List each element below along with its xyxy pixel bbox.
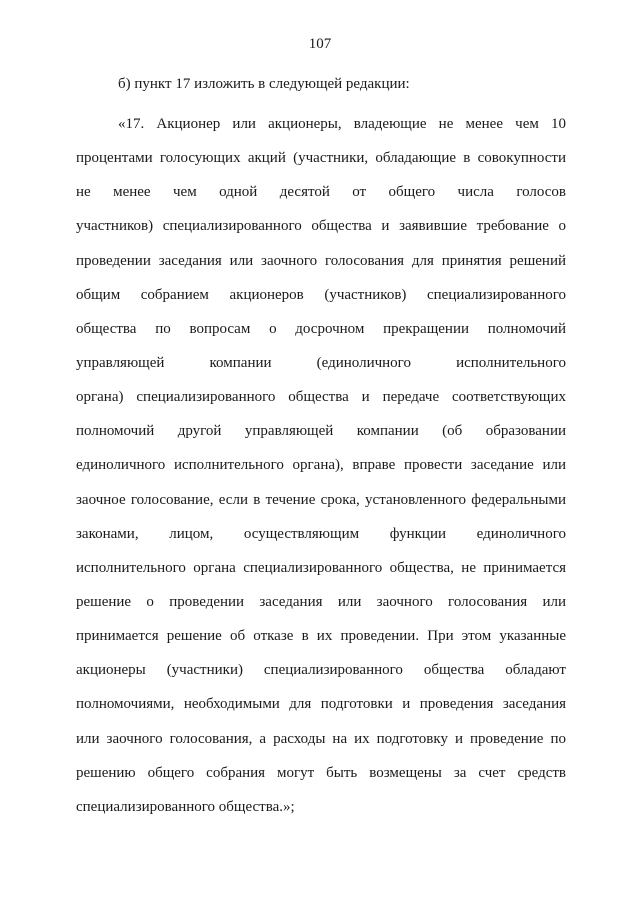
text-line: полномочий другой управляющей компании (об образовании <box>76 423 566 440</box>
text-line: проведении заседания или заочного голосования для принятия решений <box>76 252 566 269</box>
text-line: или заочного голосования, а расходы на их подготовку и проведение по <box>76 730 566 747</box>
text-line: «17. Акционер или акционеры, владеющие не менее чем 10 <box>118 116 566 132</box>
text-line: не менее чем одной десятой от общего числа голосов <box>76 184 566 201</box>
text-line: принимается решение об отказе в их проведении. При этом указанные <box>76 628 566 645</box>
text-line: решение о проведении заседания или заочного голосования или <box>76 593 566 610</box>
text-line: участников) специализированного общества и заявившие требование о <box>76 218 566 235</box>
text-line: органа) специализированного общества и передаче соответствующих <box>76 389 566 406</box>
text-line: решению общего собрания могут быть возмещены за счет средств <box>76 764 566 781</box>
text-line: законами, лицом, осуществляющим функции единоличного <box>76 525 566 542</box>
text-line: управляющей компании (единоличного исполнительного <box>76 354 566 371</box>
text-line: исполнительного органа специализированного общества, не принимается <box>76 559 566 576</box>
text-line: заочное голосование, если в течение срока, установленного федеральными <box>76 491 566 508</box>
text-line: единоличного исполнительного органа), вправе провести заседание или <box>76 457 566 474</box>
text-line: специализированного общества.»; <box>76 798 295 815</box>
text-line: акционеры (участники) специализированного общества обладают <box>76 662 566 679</box>
page-number: 107 <box>308 36 332 52</box>
text-line: общества по вопросам о досрочном прекращении полномочий <box>76 320 566 337</box>
intro-paragraph: б) пункт 17 изложить в следующей редакции: <box>118 76 410 92</box>
text-line: процентами голосующих акций (участники, обладающие в совокупности <box>76 150 566 167</box>
text-line: общим собранием акционеров (участников) специализированного <box>76 286 566 303</box>
text-line: полномочиями, необходимыми для подготовки и проведения заседания <box>76 696 566 713</box>
article-text <box>76 113 566 830</box>
